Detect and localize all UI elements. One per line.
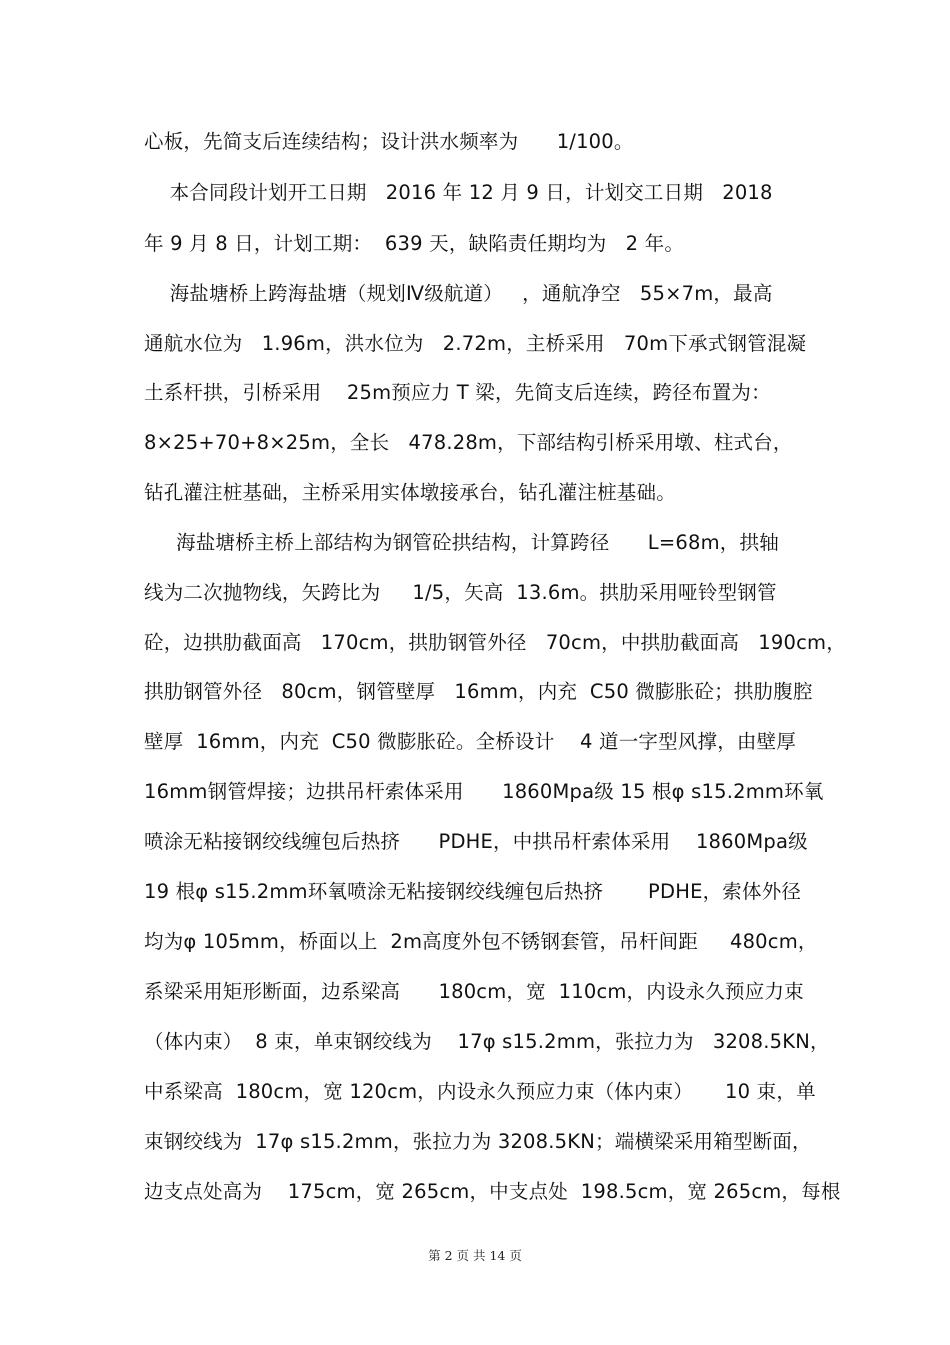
paragraph-line: 砼，边拱肋截面高 170cm，拱肋钢管外径 70cm，中拱肋截面高 190cm，: [144, 631, 846, 654]
paragraph-line: （体内束） 8 束，单束钢绞线为 17φ s15.2mm，张拉力为 3208.5KN，: [144, 1030, 830, 1053]
paragraph-line: 束钢绞线为 17φ s15.2mm，张拉力为 3208.5KN；端横梁采用箱型断面，: [144, 1130, 812, 1153]
paragraph-line: 年 9 月 8 日，计划工期： 639 天，缺陷责任期均为 2 年。: [144, 232, 685, 255]
paragraph-line: 中系梁高 180cm，宽 120cm，内设永久预应力束（体内束） 10 束，单: [144, 1080, 816, 1103]
paragraph-line: 系梁采用矩形断面，边系梁高 180cm，宽 110cm，内设永久预应力束: [144, 980, 804, 1003]
paragraph-line: 钻孔灌注桩基础，主桥采用实体墩接承台，钻孔灌注桩基础。: [144, 481, 676, 504]
paragraph-line: 海盐塘桥上跨海盐塘（规划Ⅳ级航道） ，通航净空 55×7m，最高: [144, 282, 773, 305]
paragraph-line: 通航水位为 1.96m，洪水位为 2.72m，主桥采用 70m下承式钢管混凝: [144, 332, 807, 355]
paragraph-line: 拱肋钢管外径 80cm，钢管壁厚 16mm，内充 C50 微膨胀砼；拱肋腹腔: [144, 680, 813, 703]
paragraph-line: 8×25+70+8×25m，全长 478.28m，下部结构引桥采用墩、柱式台，: [144, 431, 793, 454]
paragraph-line: 土系杆拱，引桥采用 25m预应力 T 梁，先简支后连续，跨径布置为：: [144, 381, 771, 404]
paragraph-line: 海盐塘桥主桥上部结构为钢管砼拱结构，计算跨径 L=68m，拱轴: [144, 531, 779, 554]
paragraph-line: 均为φ 105mm，桥面以上 2m高度外包不锈钢套管，吊杆间距 480cm，: [144, 930, 818, 953]
paragraph-line: 线为二次抛物线，矢跨比为 1/5，矢高 13.6m。拱肋采用哑铃型钢管: [144, 581, 777, 604]
paragraph-line: 19 根φ s15.2mm环氧喷涂无粘接钢绞线缠包后热挤 PDHE，索体外径: [144, 880, 802, 903]
paragraph-line: 壁厚 16mm，内充 C50 微膨胀砼。全桥设计 4 道一字型风撑，由壁厚: [144, 730, 797, 753]
paragraph-line: 喷涂无粘接钢绞线缠包后热挤 PDHE，中拱吊杆索体采用 1860Mpa级: [144, 830, 808, 853]
page-footer: 第 2 页 共 14 页: [428, 1248, 522, 1263]
paragraph-line: 16mm钢管焊接；边拱吊杆索体采用 1860Mpa级 15 根φ s15.2mm环氧: [144, 780, 824, 803]
paragraph-line: 心板，先简支后连续结构；设计洪水频率为 1/100。: [144, 130, 634, 153]
paragraph-line: 边支点处高为 175cm，宽 265cm，中支点处 198.5cm，宽 265cm，每根: [144, 1180, 841, 1203]
paragraph-line: 本合同段计划开工日期 2016 年 12 月 9 日，计划交工日期 2018: [144, 181, 773, 204]
